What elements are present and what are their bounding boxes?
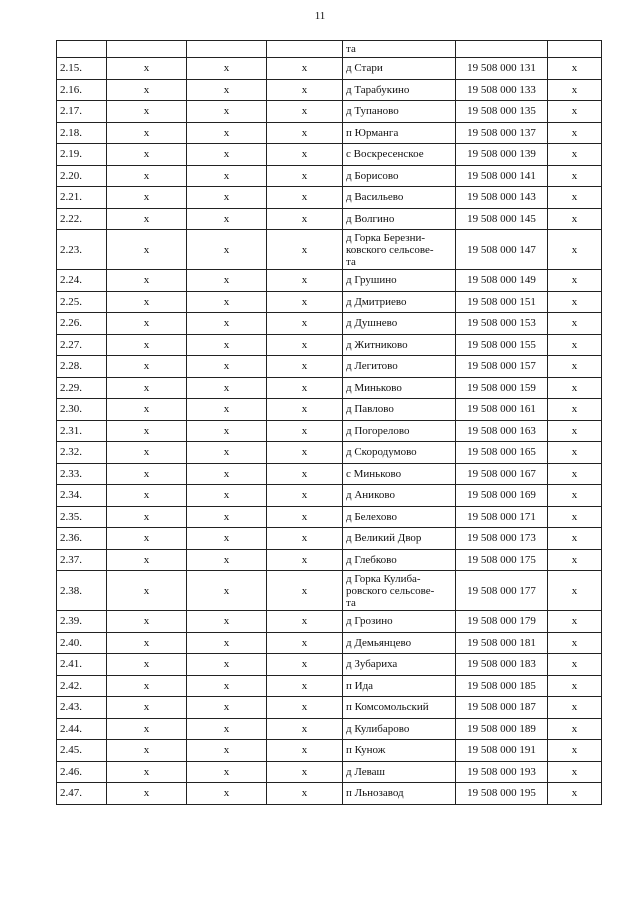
cell-name: д Волгино	[343, 208, 456, 230]
cell-x: х	[548, 144, 602, 166]
table-row	[57, 122, 602, 144]
table-row	[57, 399, 602, 421]
table-row	[57, 208, 602, 230]
cell-x: х	[267, 313, 343, 335]
cell-x: х	[548, 611, 602, 633]
table-row	[57, 442, 602, 464]
cell-name-line: ровского сельсове-	[346, 584, 435, 597]
cell-number: 2.30.	[57, 399, 107, 421]
cell-name: та	[343, 41, 456, 58]
cell-x: х	[548, 79, 602, 101]
cell-number: 2.15.	[57, 58, 107, 80]
cell-x: х	[107, 697, 187, 719]
cell-x: х	[107, 334, 187, 356]
cell-x: х	[187, 549, 267, 571]
cell-x: х	[187, 356, 267, 378]
cell-x: х	[107, 442, 187, 464]
cell-x: х	[267, 291, 343, 313]
cell-code: 19 508 000 173	[456, 528, 548, 550]
cell-number: 2.27.	[57, 334, 107, 356]
cell-code: 19 508 000 143	[456, 187, 548, 209]
cell-name: с Миньково	[343, 463, 456, 485]
cell-name: д Погорелово	[343, 420, 456, 442]
cell-code: 19 508 000 141	[456, 165, 548, 187]
cell-x: х	[187, 377, 267, 399]
cell-code: 19 508 000 185	[456, 675, 548, 697]
table-row	[57, 58, 602, 80]
cell-x: х	[187, 463, 267, 485]
cell-name: п Комсомольский	[343, 697, 456, 719]
cell-x: х	[107, 144, 187, 166]
cell-x: х	[548, 420, 602, 442]
cell-number: 2.19.	[57, 144, 107, 166]
cell-x: х	[548, 761, 602, 783]
cell-x: х	[107, 313, 187, 335]
cell-x: х	[548, 442, 602, 464]
cell-x: х	[548, 334, 602, 356]
cell-x: х	[267, 485, 343, 507]
table-row	[57, 270, 602, 292]
cell-x: х	[187, 654, 267, 676]
cell-name-line: та	[346, 596, 356, 609]
cell-code: 19 508 000 167	[456, 463, 548, 485]
cell-x: х	[187, 101, 267, 123]
cell-x: х	[548, 377, 602, 399]
cell-x: х	[107, 654, 187, 676]
cell-x: х	[187, 420, 267, 442]
cell-code: 19 508 000 153	[456, 313, 548, 335]
table-row	[57, 463, 602, 485]
cell-code: 19 508 000 157	[456, 356, 548, 378]
cell-x: х	[548, 165, 602, 187]
cell-code: 19 508 000 195	[456, 783, 548, 805]
cell-x: х	[548, 485, 602, 507]
table-row	[57, 230, 602, 270]
cell-name: д Белехово	[343, 506, 456, 528]
table-row	[57, 334, 602, 356]
cell-code: 19 508 000 193	[456, 761, 548, 783]
table-row	[57, 356, 602, 378]
cell-name: д Житниково	[343, 334, 456, 356]
cell-number: 2.17.	[57, 101, 107, 123]
cell-number: 2.31.	[57, 420, 107, 442]
cell-number: 2.25.	[57, 291, 107, 313]
cell-empty	[267, 41, 343, 58]
cell-x: х	[187, 611, 267, 633]
cell-code: 19 508 000 137	[456, 122, 548, 144]
cell-x: х	[107, 208, 187, 230]
continuation-row	[57, 41, 602, 58]
cell-number: 2.35.	[57, 506, 107, 528]
cell-number: 2.18.	[57, 122, 107, 144]
cell-x: х	[187, 761, 267, 783]
cell-x: х	[267, 740, 343, 762]
cell-x: х	[107, 79, 187, 101]
cell-x: х	[187, 442, 267, 464]
cell-number: 2.38.	[57, 571, 107, 611]
cell-code: 19 508 000 187	[456, 697, 548, 719]
cell-name: д Кулибарово	[343, 718, 456, 740]
table-row	[57, 485, 602, 507]
cell-x: х	[267, 356, 343, 378]
cell-x: х	[107, 399, 187, 421]
cell-x: х	[187, 506, 267, 528]
cell-x: х	[187, 334, 267, 356]
cell-code: 19 508 000 183	[456, 654, 548, 676]
cell-x: х	[267, 420, 343, 442]
cell-name: д Демьянцево	[343, 632, 456, 654]
cell-number: 2.34.	[57, 485, 107, 507]
cell-x: х	[107, 611, 187, 633]
cell-x: х	[107, 485, 187, 507]
cell-number: 2.44.	[57, 718, 107, 740]
cell-x: х	[548, 208, 602, 230]
cell-name: д Тарабукино	[343, 79, 456, 101]
cell-code: 19 508 000 179	[456, 611, 548, 633]
cell-x: х	[187, 187, 267, 209]
table-row	[57, 783, 602, 805]
cell-x: х	[187, 270, 267, 292]
cell-x: х	[548, 740, 602, 762]
cell-number: 2.37.	[57, 549, 107, 571]
table-row	[57, 632, 602, 654]
table-row	[57, 187, 602, 209]
table-row	[57, 697, 602, 719]
table-row	[57, 144, 602, 166]
cell-x: х	[548, 675, 602, 697]
cell-name: д Стари	[343, 58, 456, 80]
cell-x: х	[548, 718, 602, 740]
cell-x: х	[107, 377, 187, 399]
cell-empty	[107, 41, 187, 58]
cell-x: х	[107, 675, 187, 697]
cell-x: х	[107, 165, 187, 187]
cell-name-line: д Горка Березни-	[346, 231, 426, 244]
table-row	[57, 528, 602, 550]
cell-x: х	[107, 549, 187, 571]
cell-x: х	[187, 79, 267, 101]
cell-x: х	[548, 101, 602, 123]
table-row	[57, 761, 602, 783]
cell-x: х	[107, 528, 187, 550]
cell-x: х	[548, 571, 602, 611]
cell-name: д Дмитриево	[343, 291, 456, 313]
table-row	[57, 718, 602, 740]
cell-name: д Душнево	[343, 313, 456, 335]
cell-name: д Павлово	[343, 399, 456, 421]
cell-x: х	[187, 208, 267, 230]
cell-x: х	[267, 122, 343, 144]
cell-x: х	[548, 356, 602, 378]
cell-x: х	[107, 101, 187, 123]
cell-empty	[548, 41, 602, 58]
cell-x: х	[107, 740, 187, 762]
cell-x: х	[267, 399, 343, 421]
cell-x: х	[187, 697, 267, 719]
cell-name: п Юрманга	[343, 122, 456, 144]
cell-name: д Глебково	[343, 549, 456, 571]
cell-x: х	[107, 291, 187, 313]
cell-code: 19 508 000 135	[456, 101, 548, 123]
cell-name	[343, 571, 456, 611]
cell-x: х	[267, 377, 343, 399]
cell-number: 2.23.	[57, 230, 107, 270]
table-row	[57, 291, 602, 313]
cell-x: х	[107, 270, 187, 292]
cell-x: х	[548, 270, 602, 292]
cell-x: х	[187, 58, 267, 80]
cell-x: х	[548, 187, 602, 209]
table-row	[57, 165, 602, 187]
cell-x: х	[107, 718, 187, 740]
cell-name-line: д Горка Кулиба-	[346, 572, 421, 585]
cell-name: д Аниково	[343, 485, 456, 507]
cell-number: 2.40.	[57, 632, 107, 654]
cell-code: 19 508 000 149	[456, 270, 548, 292]
cell-x: х	[548, 697, 602, 719]
cell-x: х	[187, 718, 267, 740]
cell-name: д Васильево	[343, 187, 456, 209]
cell-x: х	[187, 528, 267, 550]
cell-x: х	[187, 740, 267, 762]
cell-x: х	[548, 58, 602, 80]
cell-number: 2.36.	[57, 528, 107, 550]
cell-number: 2.26.	[57, 313, 107, 335]
cell-x: х	[267, 101, 343, 123]
cell-name: д Грушино	[343, 270, 456, 292]
cell-code: 19 508 000 131	[456, 58, 548, 80]
cell-code: 19 508 000 139	[456, 144, 548, 166]
cell-number: 2.29.	[57, 377, 107, 399]
cell-code: 19 508 000 133	[456, 79, 548, 101]
cell-x: х	[267, 230, 343, 270]
cell-number: 2.46.	[57, 761, 107, 783]
table-row	[57, 611, 602, 633]
cell-x: х	[267, 675, 343, 697]
cell-x: х	[107, 230, 187, 270]
cell-x: х	[548, 632, 602, 654]
cell-x: х	[267, 165, 343, 187]
cell-code: 19 508 000 155	[456, 334, 548, 356]
cell-code: 19 508 000 171	[456, 506, 548, 528]
cell-number: 2.22.	[57, 208, 107, 230]
cell-name: п Кунож	[343, 740, 456, 762]
cell-x: х	[267, 549, 343, 571]
cell-x: х	[267, 506, 343, 528]
table-row	[57, 549, 602, 571]
cell-number: 2.43.	[57, 697, 107, 719]
cell-name-line: ковского сельсове-	[346, 243, 434, 256]
cell-x: х	[267, 334, 343, 356]
cell-name: д Борисово	[343, 165, 456, 187]
cell-x: х	[187, 144, 267, 166]
cell-x: х	[187, 291, 267, 313]
cell-x: х	[548, 463, 602, 485]
cell-x: х	[548, 291, 602, 313]
cell-name: п Льнозавод	[343, 783, 456, 805]
cell-x: х	[548, 122, 602, 144]
cell-name: д Миньково	[343, 377, 456, 399]
cell-x: х	[107, 783, 187, 805]
cell-number: 2.32.	[57, 442, 107, 464]
cell-number: 2.28.	[57, 356, 107, 378]
cell-code: 19 508 000 181	[456, 632, 548, 654]
cell-x: х	[267, 270, 343, 292]
cell-x: х	[187, 675, 267, 697]
cell-number: 2.16.	[57, 79, 107, 101]
cell-name-line: та	[346, 255, 356, 268]
cell-code: 19 508 000 151	[456, 291, 548, 313]
table-row	[57, 313, 602, 335]
cell-number: 2.42.	[57, 675, 107, 697]
cell-x: х	[107, 632, 187, 654]
cell-x: х	[267, 442, 343, 464]
cell-x: х	[107, 187, 187, 209]
cell-x: х	[267, 654, 343, 676]
table-row	[57, 571, 602, 611]
cell-number: 2.47.	[57, 783, 107, 805]
table-row	[57, 675, 602, 697]
cell-x: х	[107, 571, 187, 611]
cell-x: х	[267, 187, 343, 209]
cell-x: х	[267, 208, 343, 230]
page-number: 11	[314, 10, 326, 22]
cell-code: 19 508 000 147	[456, 230, 548, 270]
cell-code: 19 508 000 175	[456, 549, 548, 571]
settlements-table	[56, 40, 602, 805]
cell-x: х	[548, 506, 602, 528]
cell-x: х	[548, 783, 602, 805]
cell-x: х	[548, 654, 602, 676]
cell-x: х	[267, 571, 343, 611]
cell-x: х	[187, 783, 267, 805]
cell-empty	[456, 41, 548, 58]
cell-x: х	[187, 571, 267, 611]
cell-code: 19 508 000 189	[456, 718, 548, 740]
cell-x: х	[267, 528, 343, 550]
cell-x: х	[107, 58, 187, 80]
cell-x: х	[107, 356, 187, 378]
table-row	[57, 377, 602, 399]
cell-name	[343, 230, 456, 270]
table-row	[57, 506, 602, 528]
cell-name: п Ида	[343, 675, 456, 697]
cell-x: х	[548, 313, 602, 335]
cell-x: х	[187, 632, 267, 654]
cell-code: 19 508 000 145	[456, 208, 548, 230]
cell-name: д Зубариха	[343, 654, 456, 676]
cell-x: х	[267, 79, 343, 101]
cell-code: 19 508 000 159	[456, 377, 548, 399]
cell-x: х	[267, 761, 343, 783]
cell-empty	[57, 41, 107, 58]
cell-name: д Леваш	[343, 761, 456, 783]
cell-number: 2.39.	[57, 611, 107, 633]
cell-x: х	[107, 420, 187, 442]
cell-number: 2.21.	[57, 187, 107, 209]
cell-x: х	[267, 783, 343, 805]
table-row	[57, 420, 602, 442]
table-row	[57, 101, 602, 123]
cell-x: х	[107, 506, 187, 528]
table-row	[57, 740, 602, 762]
cell-x: х	[267, 611, 343, 633]
cell-code: 19 508 000 177	[456, 571, 548, 611]
cell-name: с Воскресенское	[343, 144, 456, 166]
cell-x: х	[548, 399, 602, 421]
cell-empty	[187, 41, 267, 58]
cell-code: 19 508 000 161	[456, 399, 548, 421]
cell-name: д Великий Двор	[343, 528, 456, 550]
cell-x: х	[187, 399, 267, 421]
cell-code: 19 508 000 169	[456, 485, 548, 507]
table-row	[57, 654, 602, 676]
table-row	[57, 79, 602, 101]
cell-code: 19 508 000 165	[456, 442, 548, 464]
cell-number: 2.45.	[57, 740, 107, 762]
cell-x: х	[267, 463, 343, 485]
cell-x: х	[107, 463, 187, 485]
cell-number: 2.33.	[57, 463, 107, 485]
cell-code: 19 508 000 163	[456, 420, 548, 442]
cell-x: х	[267, 144, 343, 166]
cell-x: х	[187, 165, 267, 187]
cell-x: х	[107, 122, 187, 144]
cell-x: х	[548, 528, 602, 550]
cell-number: 2.24.	[57, 270, 107, 292]
cell-code: 19 508 000 191	[456, 740, 548, 762]
cell-x: х	[267, 58, 343, 80]
cell-name: д Легитово	[343, 356, 456, 378]
cell-x: х	[267, 632, 343, 654]
cell-x: х	[548, 549, 602, 571]
cell-x: х	[187, 485, 267, 507]
cell-number: 2.20.	[57, 165, 107, 187]
cell-x: х	[187, 122, 267, 144]
cell-name: д Тупаново	[343, 101, 456, 123]
cell-x: х	[548, 230, 602, 270]
cell-name: д Грозино	[343, 611, 456, 633]
cell-name: д Скородумово	[343, 442, 456, 464]
cell-x: х	[187, 230, 267, 270]
cell-x: х	[107, 761, 187, 783]
table-body	[57, 41, 602, 805]
cell-x: х	[267, 718, 343, 740]
cell-number: 2.41.	[57, 654, 107, 676]
cell-x: х	[187, 313, 267, 335]
cell-x: х	[267, 697, 343, 719]
